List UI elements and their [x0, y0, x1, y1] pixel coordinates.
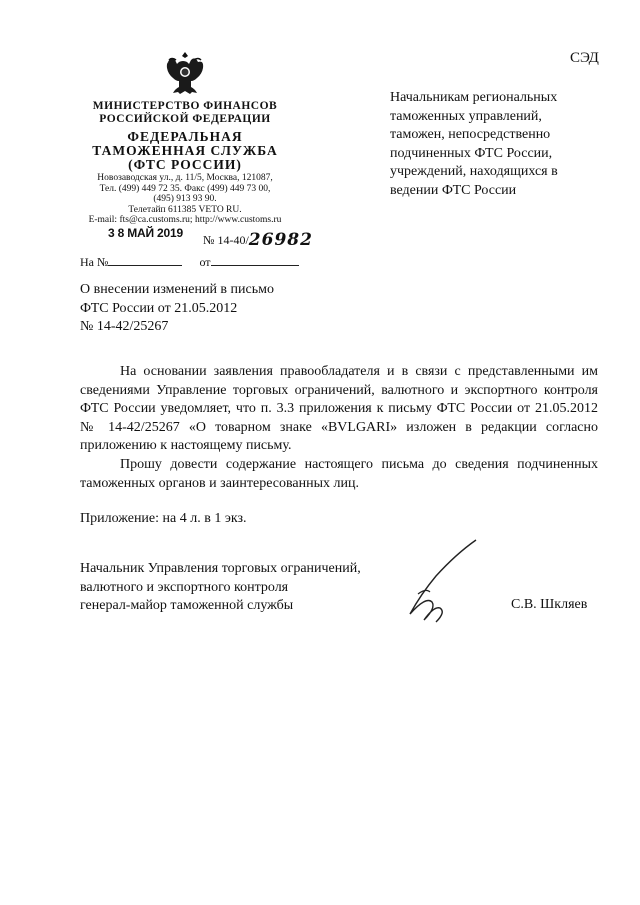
ot-blank — [211, 255, 299, 266]
service-line: ФЕДЕРАЛЬНАЯ — [127, 129, 243, 144]
service-name — [70, 130, 300, 172]
document-mark: СЭД — [570, 50, 599, 66]
ministry-name — [70, 100, 300, 126]
number-handwritten: 26982 — [248, 230, 313, 250]
body-paragraph: Прошу довести содержание настоящего письма до сведения подчиненных таможенных органов и заинтересованных лиц. — [80, 456, 598, 491]
signer-line: валютного и экспортного контроля — [80, 579, 289, 595]
subject-line: ФТС России от 21.05.2012 — [80, 300, 238, 316]
signature-icon — [396, 536, 486, 626]
contact-line: Телетайп 611385 VETO RU. — [128, 204, 242, 215]
addressee-line: подчиненных ФТС России, — [390, 145, 553, 161]
letter-body — [80, 363, 598, 493]
date-stamp: 3 8 МАЙ 2019 — [108, 226, 183, 240]
reference-line — [80, 255, 299, 270]
subject-line: О внесении изменений в письмо — [80, 282, 274, 297]
attachment-note: Приложение: на 4 л. в 1 экз. — [80, 511, 247, 526]
service-line: (ФТС РОССИИ) — [128, 157, 242, 172]
na-blank — [108, 255, 182, 266]
body-paragraph: На основании заявления правообладателя и в связи с представленными им сведениями Управление торговых ограничений, валютного и экспортного контроля ФТС России уведомляет, что п. 3.3 приложения к письму ФТС России от 21.05.2012 № 14-42/25267 «О товарном знаке «BVLGARI» изложен в редакции согласно приложению к настоящему письму. — [80, 364, 598, 454]
ministry-line: РОССИЙСКОЙ ФЕДЕРАЦИИ — [99, 113, 271, 125]
outgoing-number — [203, 229, 313, 249]
addressee-line: ведении ФТС России — [390, 182, 517, 198]
addressee-block — [390, 89, 630, 200]
signer-position — [80, 560, 400, 616]
ot-label: от — [199, 255, 211, 269]
ministry-line: МИНИСТЕРСТВО ФИНАНСОВ — [92, 100, 278, 112]
addressee-line: таможен, непосредственно — [390, 127, 551, 142]
signer-line: Начальник Управления торговых ограничений, — [80, 561, 361, 576]
subject-block — [80, 281, 340, 337]
addressee-line: Начальникам региональных — [390, 90, 558, 105]
na-label: На № — [80, 255, 109, 269]
eagle-emblem-icon — [164, 48, 206, 98]
contact-line: E-mail: fts@ca.customs.ru; http://www.customs.ru — [88, 215, 282, 225]
signer-line: генерал-майор таможенной службы — [80, 598, 294, 613]
addressee-line: учреждений, находящихся в — [390, 164, 558, 179]
contact-line: (495) 913 93 90. — [153, 194, 217, 204]
contact-line: Новозаводская ул., д. 11/5, Москва, 121087, — [97, 173, 273, 183]
service-line: ТАМОЖЕННАЯ СЛУЖБА — [92, 143, 278, 158]
subject-line: № 14-42/25267 — [80, 319, 169, 334]
number-prefix: № 14-40/ — [203, 233, 249, 247]
contact-block — [70, 173, 300, 226]
contact-line: Тел. (499) 449 72 35. Факс (499) 449 73 00, — [99, 183, 271, 194]
signer-name: С.В. Шкляев — [511, 597, 588, 612]
addressee-line: таможенных управлений, — [390, 108, 542, 124]
